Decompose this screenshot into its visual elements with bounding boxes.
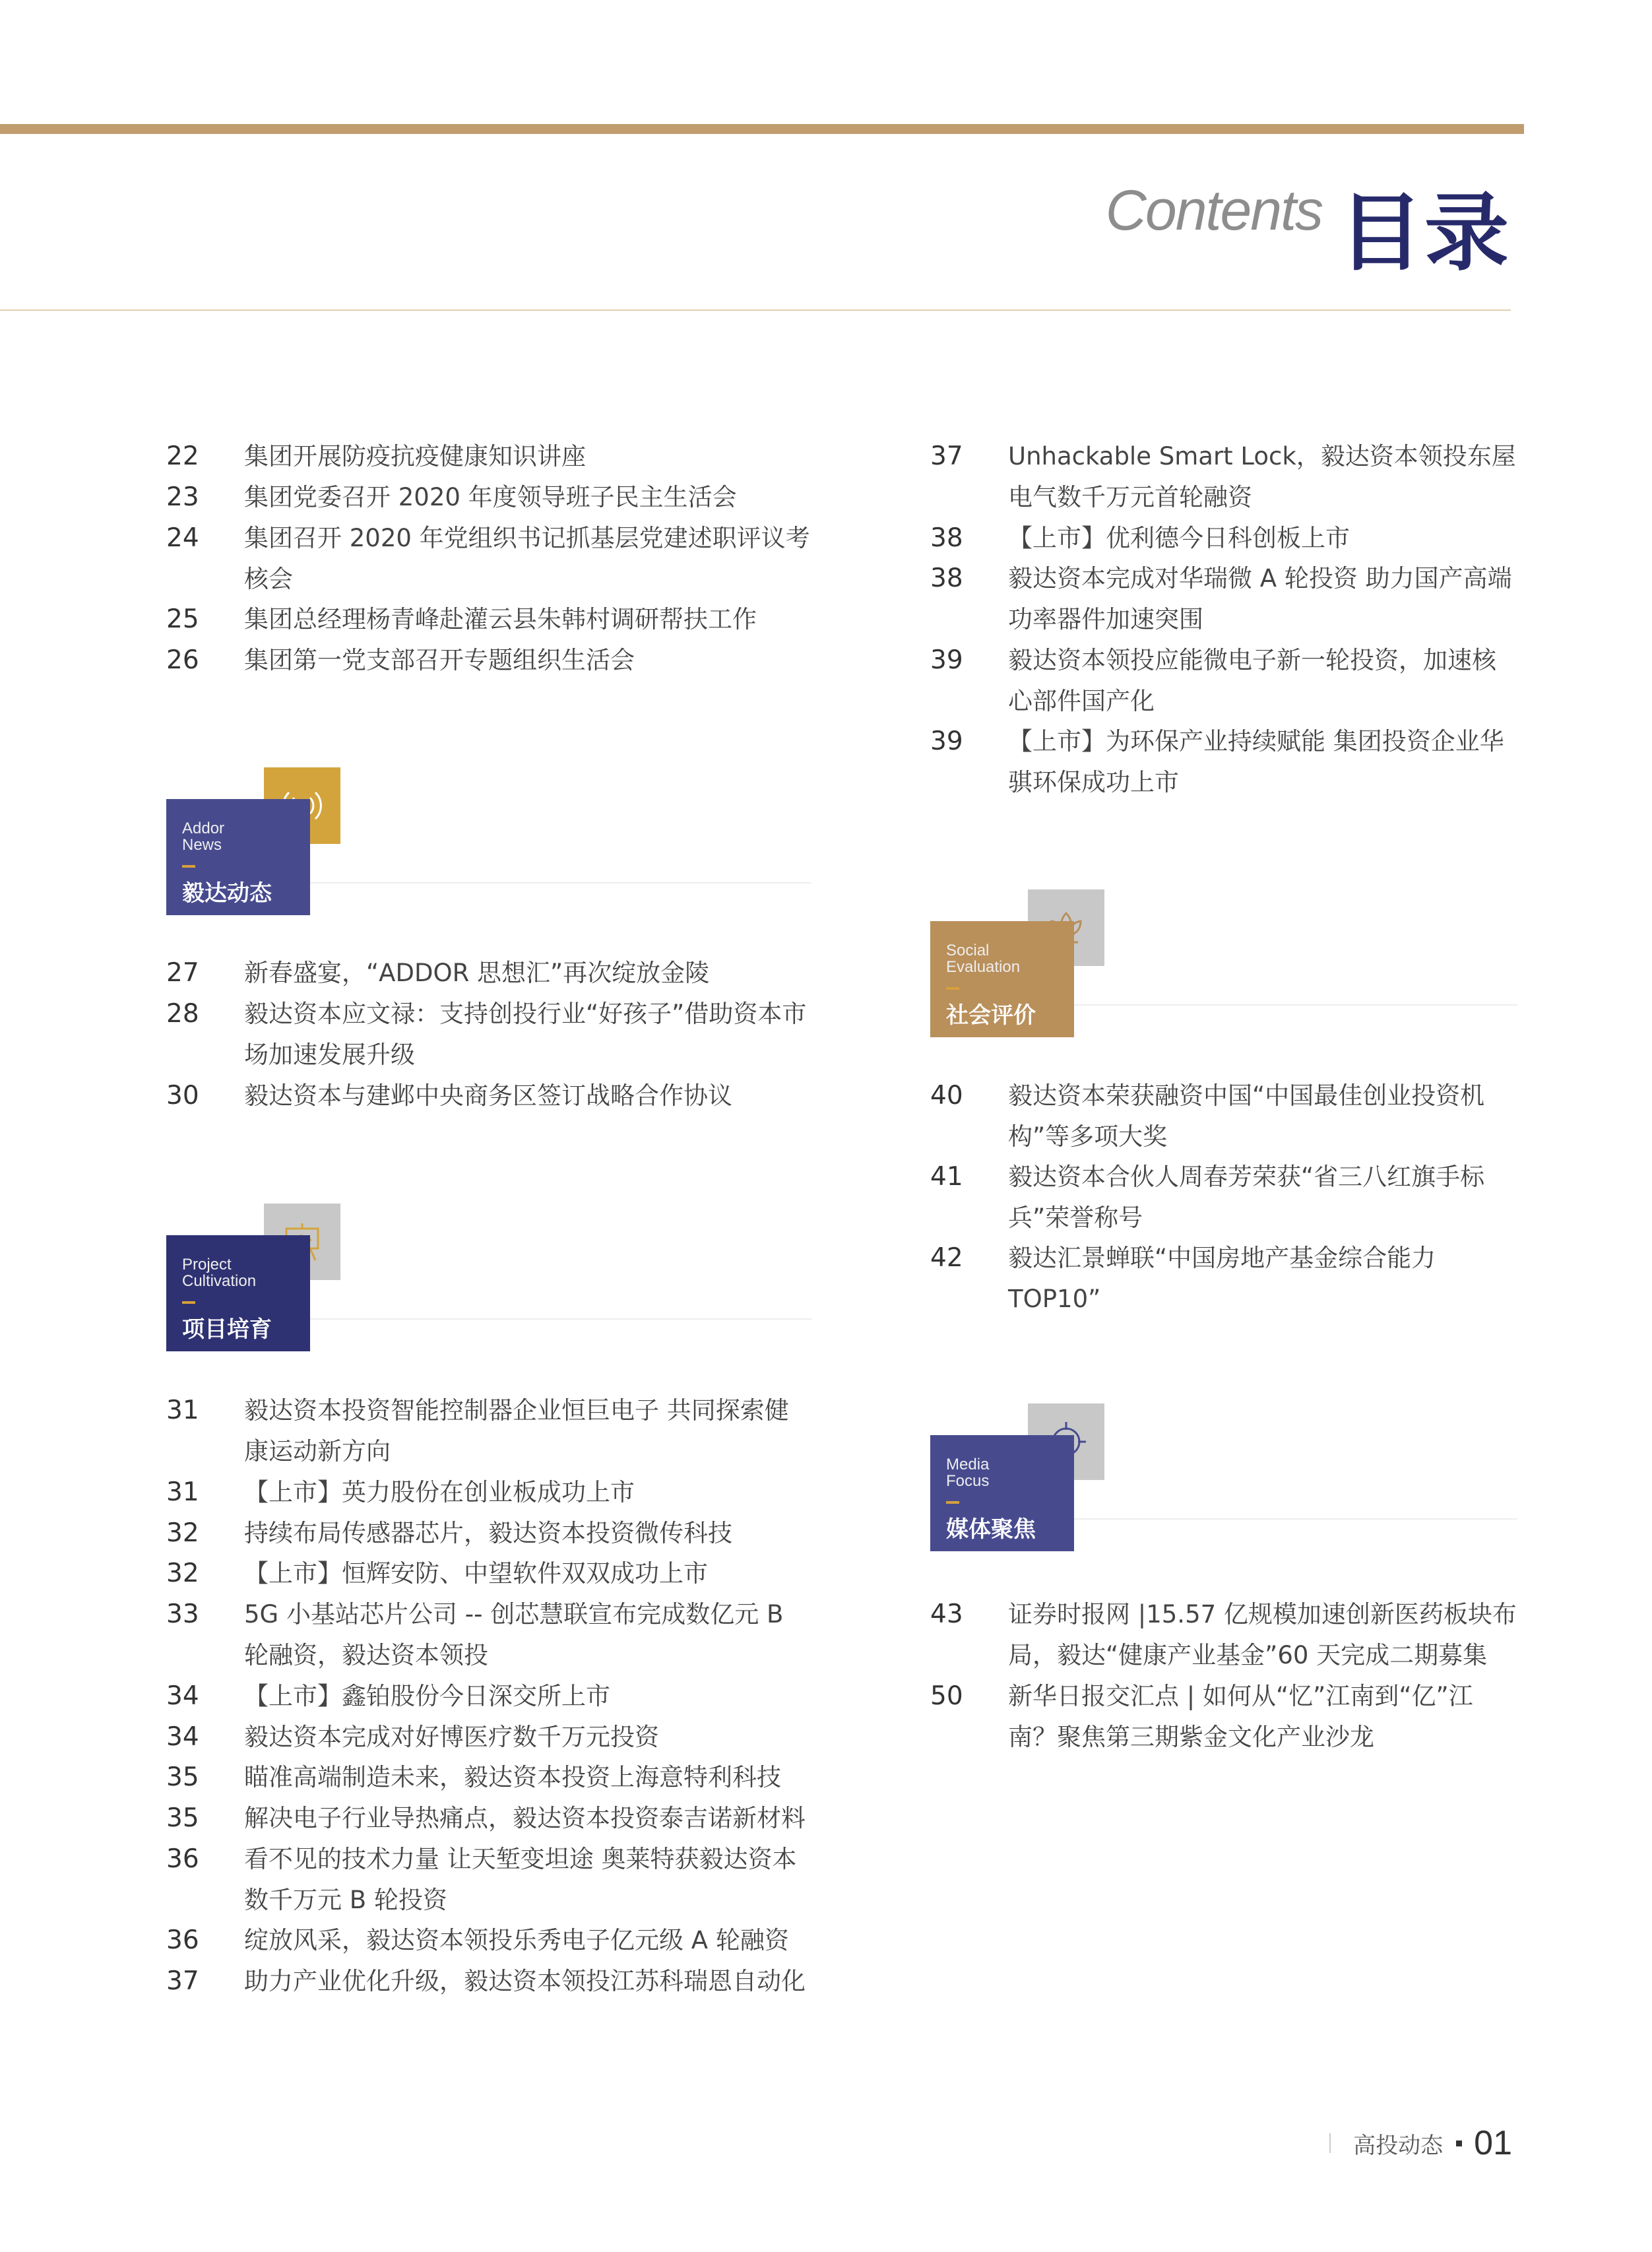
section-rule bbox=[310, 1318, 811, 1320]
entry-page: 30 bbox=[166, 1081, 199, 1110]
entry-title: 瞄准高端制造未来，毅达资本投资上海意特利科技 bbox=[244, 1763, 781, 1791]
entry-title: 毅达资本应文禄：支持创投行业“好孩子”借助资本市场加速发展升级 bbox=[244, 1000, 807, 1069]
toc-entry[interactable] bbox=[166, 994, 813, 1076]
toc-entry[interactable] bbox=[930, 721, 1517, 803]
toc-entry[interactable] bbox=[166, 1839, 813, 1921]
entry-title: 新春盛宴，“ADDOR 思想汇”再次绽放金陵 bbox=[244, 959, 710, 987]
badge-label-en-line: Project bbox=[182, 1256, 232, 1273]
entry-page: 23 bbox=[166, 482, 199, 512]
badge-dash bbox=[182, 865, 195, 868]
toc-entry[interactable] bbox=[166, 1676, 813, 1717]
section-title: 媒体聚焦 bbox=[946, 1516, 1036, 1543]
badge-label-en-line: News bbox=[182, 836, 222, 854]
section-title: 项目培育 bbox=[182, 1316, 272, 1343]
entry-page: 27 bbox=[166, 958, 199, 988]
entry-page: 32 bbox=[166, 1518, 199, 1548]
toc-entry[interactable] bbox=[930, 640, 1517, 722]
entry-title: 5G 小基站芯片公司 -- 创芯慧联宣布完成数亿元 B 轮融资，毅达资本领投 bbox=[244, 1600, 784, 1669]
entry-page: 28 bbox=[166, 999, 199, 1029]
entry-page: 32 bbox=[166, 1559, 199, 1588]
entry-title: 集团党委召开 2020 年度领导班子民主生活会 bbox=[244, 483, 737, 511]
toc-entry[interactable] bbox=[166, 953, 813, 994]
entry-title: 持续布局传感器芯片，毅达资本投资微传科技 bbox=[244, 1519, 732, 1547]
badge-dash bbox=[946, 987, 959, 990]
section-rule bbox=[310, 882, 811, 884]
section-rule bbox=[1074, 1518, 1517, 1520]
badge-label-en bbox=[946, 942, 1020, 975]
toc-entry[interactable] bbox=[166, 599, 813, 640]
entry-page: 39 bbox=[930, 645, 963, 675]
toc-entry[interactable] bbox=[930, 436, 1517, 518]
entry-page: 38 bbox=[930, 523, 963, 553]
entry-title: 毅达资本领投应能微电子新一轮投资，加速核心部件国产化 bbox=[1008, 646, 1496, 715]
entry-page: 34 bbox=[166, 1722, 199, 1752]
entry-page: 34 bbox=[166, 1681, 199, 1711]
entry-page: 37 bbox=[930, 441, 963, 471]
entry-title: 毅达资本荣获融资中国“中国最佳创业投资机构”等多项大奖 bbox=[1008, 1081, 1485, 1151]
entry-title: 新华日报交汇点 | 如何从“忆”江南到“亿”江南？聚焦第三期紫金文化产业沙龙 bbox=[1008, 1682, 1473, 1751]
entry-page: 35 bbox=[166, 1803, 199, 1833]
entry-page: 36 bbox=[166, 1925, 199, 1955]
badge-panel bbox=[930, 1435, 1074, 1551]
section-title: 社会评价 bbox=[946, 1002, 1036, 1029]
footer-label: 高投动态 bbox=[1353, 2132, 1444, 2159]
entry-title: 证券时报网 |15.57 亿规模加速创新医药板块布局，毅达“健康产业基金”60 天完成二期募集 bbox=[1008, 1600, 1517, 1669]
page-number: 01 bbox=[1474, 2124, 1512, 2162]
entry-page: 22 bbox=[166, 441, 199, 471]
footer-dot bbox=[1456, 2140, 1462, 2146]
entry-page: 43 bbox=[930, 1599, 963, 1629]
entry-title: 集团总经理杨青峰赴灌云县朱韩村调研帮扶工作 bbox=[244, 605, 757, 633]
toc-entry[interactable] bbox=[166, 640, 813, 681]
badge-panel bbox=[930, 921, 1074, 1037]
badge-label-en-line: Social bbox=[946, 942, 990, 959]
entry-page: 36 bbox=[166, 1844, 199, 1874]
toc-entry[interactable] bbox=[166, 1513, 813, 1554]
entry-page: 35 bbox=[166, 1762, 199, 1792]
entry-page: 37 bbox=[166, 1966, 199, 1996]
toc-entry[interactable] bbox=[166, 518, 813, 600]
toc-entry[interactable] bbox=[166, 1798, 813, 1839]
toc-entry[interactable] bbox=[930, 1157, 1517, 1239]
entry-page: 41 bbox=[930, 1162, 963, 1192]
toc-entry[interactable] bbox=[166, 1594, 813, 1676]
entry-title: 【上市】为环保产业持续赋能 集团投资企业华骐环保成功上市 bbox=[1008, 727, 1504, 796]
top-decor-rule bbox=[0, 124, 1524, 134]
badge-dash bbox=[182, 1301, 195, 1304]
entry-title: 毅达资本投资智能控制器企业恒巨电子 共同探索健康运动新方向 bbox=[244, 1396, 789, 1465]
toc-entry[interactable] bbox=[166, 1472, 813, 1513]
entry-page: 31 bbox=[166, 1477, 199, 1507]
entry-title: 毅达资本完成对好博医疗数千万元投资 bbox=[244, 1723, 659, 1751]
page-footer bbox=[1329, 2123, 1512, 2163]
badge-label-en-line: Media bbox=[946, 1456, 990, 1473]
entry-page: 31 bbox=[166, 1396, 199, 1425]
entry-title: 解决电子行业导热痛点，毅达资本投资泰吉诺新材料 bbox=[244, 1804, 806, 1832]
entry-title: 【上市】优利德今日科创板上市 bbox=[1008, 524, 1350, 552]
footer-divider bbox=[1329, 2133, 1331, 2153]
entry-page: 42 bbox=[930, 1243, 963, 1273]
badge-label-en bbox=[182, 820, 224, 853]
badge-label-en-line: Cultivation bbox=[182, 1272, 257, 1290]
toc-entry[interactable] bbox=[166, 1961, 813, 2002]
entry-page: 40 bbox=[930, 1081, 963, 1110]
toc-entry[interactable] bbox=[166, 1920, 813, 1961]
toc-entry[interactable] bbox=[930, 1676, 1517, 1758]
toc-entry[interactable] bbox=[930, 1594, 1517, 1676]
entry-page: 33 bbox=[166, 1599, 199, 1629]
entry-title: 毅达资本合伙人周春芳荣获“省三八红旗手标兵”荣誉称号 bbox=[1008, 1163, 1485, 1232]
toc-entry[interactable] bbox=[930, 1238, 1517, 1320]
heading-en: Contents bbox=[1105, 179, 1322, 242]
toc-entry[interactable] bbox=[930, 558, 1517, 640]
badge-label-en bbox=[946, 1456, 989, 1489]
entry-title: 【上市】恒辉安防、中望软件双双成功上市 bbox=[244, 1559, 708, 1588]
badge-panel bbox=[166, 1235, 310, 1351]
entry-page: 39 bbox=[930, 726, 963, 756]
toc-entry[interactable] bbox=[166, 1553, 813, 1594]
page-title: 目录 bbox=[1338, 184, 1510, 282]
badge-label-en-line: Addor bbox=[182, 820, 225, 837]
toc-entry[interactable] bbox=[166, 1717, 813, 1758]
entry-title: 绽放风采，毅达资本领投乐秀电子亿元级 A 轮融资 bbox=[244, 1926, 789, 1954]
toc-entry[interactable] bbox=[166, 1390, 813, 1472]
entry-page: 50 bbox=[930, 1681, 963, 1711]
entry-title: 【上市】英力股份在创业板成功上市 bbox=[244, 1478, 635, 1506]
toc-entry[interactable] bbox=[166, 436, 813, 477]
section-title: 毅达动态 bbox=[182, 880, 272, 907]
entry-title: 毅达资本完成对华瑞微 A 轮投资 助力国产高端功率器件加速突围 bbox=[1008, 564, 1512, 633]
badge-dash bbox=[946, 1501, 959, 1504]
header-divider bbox=[0, 309, 1511, 311]
entry-page: 24 bbox=[166, 523, 199, 553]
entry-title: Unhackable Smart Lock，毅达资本领投东屋电气数千万元首轮融资 bbox=[1008, 442, 1516, 511]
badge-panel bbox=[166, 799, 310, 915]
entry-page: 26 bbox=[166, 645, 199, 675]
entry-page: 38 bbox=[930, 563, 963, 593]
toc-entry[interactable] bbox=[930, 518, 1517, 559]
entry-title: 毅达汇景蝉联“中国房地产基金综合能力TOP10” bbox=[1008, 1244, 1436, 1313]
toc-entry[interactable] bbox=[166, 1757, 813, 1798]
entry-title: 集团第一党支部召开专题组织生活会 bbox=[244, 646, 635, 674]
badge-label-en bbox=[182, 1256, 256, 1289]
toc-entry[interactable] bbox=[930, 1076, 1517, 1157]
section-rule bbox=[1074, 1004, 1517, 1006]
entry-title: 集团召开 2020 年党组织书记抓基层党建述职评议考核会 bbox=[244, 524, 810, 593]
badge-label-en-line: Focus bbox=[946, 1472, 990, 1490]
entry-title: 毅达资本与建邺中央商务区签订战略合作协议 bbox=[244, 1081, 732, 1110]
badge-label-en-line: Evaluation bbox=[946, 958, 1021, 976]
toc-entry[interactable] bbox=[166, 1076, 813, 1116]
entry-title: 助力产业优化升级，毅达资本领投江苏科瑞恩自动化 bbox=[244, 1967, 806, 1995]
entry-title: 【上市】鑫铂股份今日深交所上市 bbox=[244, 1682, 610, 1710]
entry-page: 25 bbox=[166, 604, 199, 634]
toc-entry[interactable] bbox=[166, 477, 813, 518]
entry-title: 看不见的技术力量 让天堑变坦途 奥莱特获毅达资本数千万元 B 轮投资 bbox=[244, 1845, 797, 1914]
entry-title: 集团开展防疫抗疫健康知识讲座 bbox=[244, 442, 586, 470]
